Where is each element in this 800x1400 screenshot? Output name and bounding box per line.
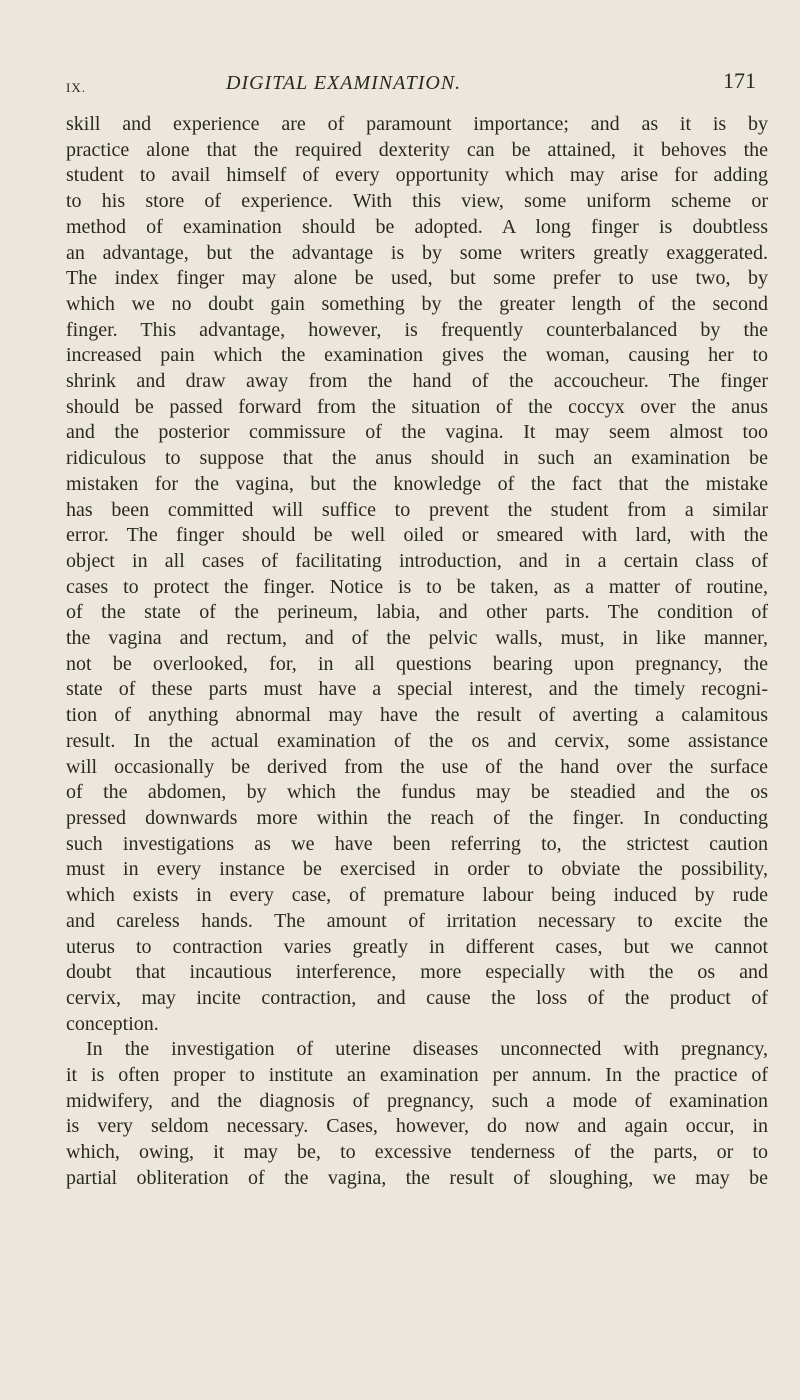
text-line: such investigations as we have been referring to, the strictest caution [66, 832, 768, 855]
text-line: not be overlooked, for, in all questions bearing upon pregnancy, the [66, 652, 768, 675]
text-line: pressed downwards more within the reach of the finger. In conducting [66, 806, 768, 829]
text-line: error. The finger should be well oiled or smeared with lard, with the [66, 524, 768, 547]
text-line: and careless hands. The amount of irritation necessary to excite the [66, 909, 768, 932]
text-line: which we no doubt gain something by the greater length of the second [66, 292, 768, 315]
text-line: has been committed will suffice to prevent the student from a similar [66, 498, 768, 521]
text-line: and the posterior commissure of the vagina. It may seem almost too [66, 421, 768, 444]
text-line: student to avail himself of every opportunity which may arise for adding [66, 164, 768, 187]
text-line: cases to protect the finger. Notice is to be taken, as a matter of routine, [66, 575, 768, 598]
text-line: must in every instance be exercised in order to obviate the possibility, [66, 858, 768, 881]
text-line: it is often proper to institute an examination per annum. In the practice of [66, 1064, 768, 1087]
text-line: finger. This advantage, however, is frequently counterbalanced by the [66, 318, 768, 341]
text-line: shrink and draw away from the hand of the accoucheur. The finger [66, 370, 768, 393]
text-line: to his store of experience. With this view, some uniform scheme or [66, 190, 768, 213]
text-line: will occasionally be derived from the use of the hand over the surface [66, 755, 768, 778]
text-line: which exists in every case, of premature labour being induced by rude [66, 884, 768, 907]
text-line: midwifery, and the diagnosis of pregnancy, such a mode of examination [66, 1089, 768, 1112]
text-line: an advantage, but the advantage is by some writers greatly exaggerated. [66, 241, 768, 264]
chapter-number: IX. [66, 80, 86, 95]
text-line: cervix, may incite contraction, and cause the loss of the product of [66, 986, 768, 1009]
page-number: 171 [723, 68, 756, 93]
text-line: of the abdomen, by which the fundus may be steadied and the os [66, 781, 768, 804]
text-line: increased pain which the examination gives the woman, causing her to [66, 344, 768, 367]
text-line: conception. [66, 1012, 159, 1035]
text-line: In the investigation of uterine diseases unconnected with pregnancy, [86, 1038, 768, 1061]
text-line: object in all cases of facilitating introduction, and in a certain class of [66, 549, 768, 572]
text-line: method of examination should be adopted. A long finger is doubtless [66, 215, 768, 238]
text-line: state of these parts must have a special interest, and the timely recogni- [66, 678, 768, 701]
body-text [66, 112, 768, 1192]
text-line: uterus to contraction varies greatly in different cases, but we cannot [66, 935, 768, 958]
text-line: practice alone that the required dexterity can be attained, it behoves the [66, 138, 768, 161]
running-title: DIGITAL EXAMINATION. [226, 72, 462, 94]
text-line: which, owing, it may be, to excessive tenderness of the parts, or to [66, 1141, 768, 1164]
page-header [66, 62, 766, 102]
text-line: doubt that incautious interference, more especially with the os and [66, 961, 768, 984]
text-line: result. In the actual examination of the os and cervix, some assistance [66, 729, 768, 752]
text-line: ridiculous to suppose that the anus should in such an examination be [66, 447, 768, 470]
text-line: partial obliteration of the vagina, the result of sloughing, we may be [66, 1166, 768, 1189]
text-line: skill and experience are of paramount importance; and as it is by [66, 113, 768, 135]
text-line: mistaken for the vagina, but the knowledge of the fact that the mistake [66, 472, 768, 495]
text-line: is very seldom necessary. Cases, however, do now and again occur, in [66, 1115, 768, 1138]
text-line: the vagina and rectum, and of the pelvic walls, must, in like manner, [66, 627, 768, 650]
text-line: tion of anything abnormal may have the result of averting a calamitous [66, 704, 768, 727]
text-line: should be passed forward from the situation of the coccyx over the anus [66, 395, 768, 418]
text-line: The index finger may alone be used, but some prefer to use two, by [66, 267, 768, 290]
text-line: of the state of the perineum, labia, and other parts. The condition of [66, 601, 768, 624]
